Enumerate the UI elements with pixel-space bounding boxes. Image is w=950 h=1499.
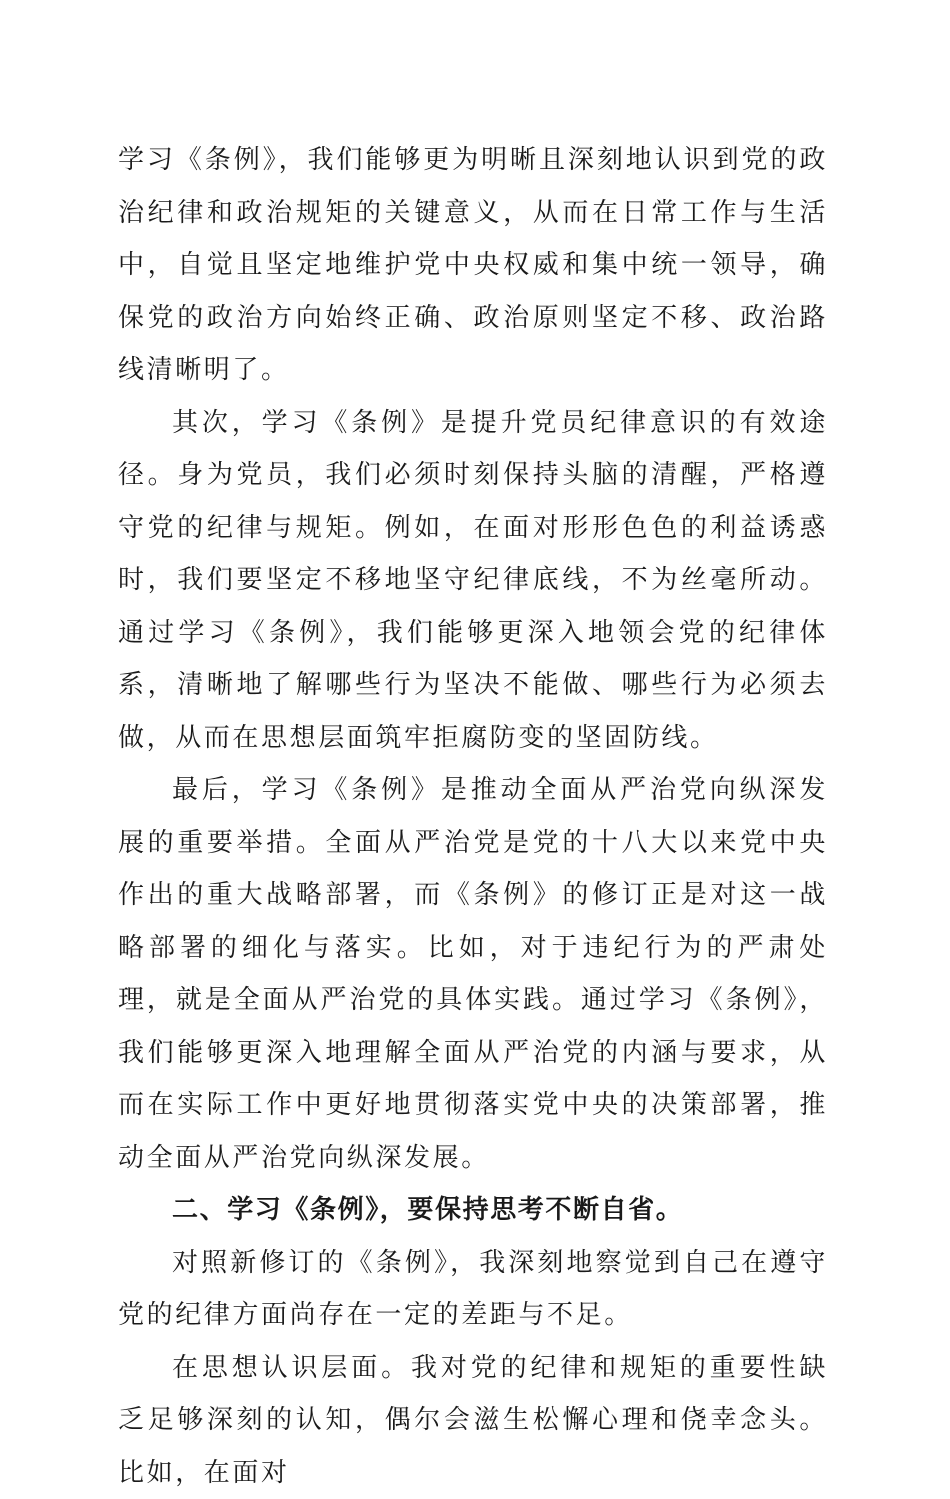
section-heading-two: 二、学习《条例》，要保持思考不断自省。 [118,1184,828,1237]
paragraph-political-discipline: 学习《条例》，我们能够更为明晰且深刻地认识到党的政治纪律和政治规矩的关键意义，从而在日常工作与生活中，自觉且坚定地维护党中央权威和集中统一领导，确保党的政治方向始终正确、政治原则坚定不移、政治路线清晰明了。 [118,134,828,397]
paragraph-self-reflection: 对照新修订的《条例》，我深刻地察觉到自己在遵守党的纪律方面尚存在一定的差距与不足。 [118,1237,828,1342]
document-body [118,134,828,1499]
paragraph-discipline-awareness: 其次，学习《条例》是提升党员纪律意识的有效途径。身为党员，我们必须时刻保持头脑的清醒，严格遵守党的纪律与规矩。例如，在面对形形色色的利益诱惑时，我们要坚定不移地坚守纪律底线，不为丝毫所动。通过学习《条例》，我们能够更深入地领会党的纪律体系，清晰地了解哪些行为坚决不能做、哪些行为必须去做，从而在思想层面筑牢拒腐防变的坚固防线。 [118,397,828,765]
paragraph-ideological-level: 在思想认识层面。我对党的纪律和规矩的重要性缺乏足够深刻的认知，偶尔会滋生松懈心理和侥幸念头。比如，在面对 [118,1342,828,1499]
paragraph-strict-governance: 最后，学习《条例》是推动全面从严治党向纵深发展的重要举措。全面从严治党是党的十八大以来党中央作出的重大战略部署，而《条例》的修订正是对这一战略部署的细化与落实。比如，对于违纪行为的严肃处理，就是全面从严治党的具体实践。通过学习《条例》，我们能够更深入地理解全面从严治党的内涵与要求，从而在实际工作中更好地贯彻落实党中央的决策部署，推动全面从严治党向纵深发展。 [118,764,828,1184]
